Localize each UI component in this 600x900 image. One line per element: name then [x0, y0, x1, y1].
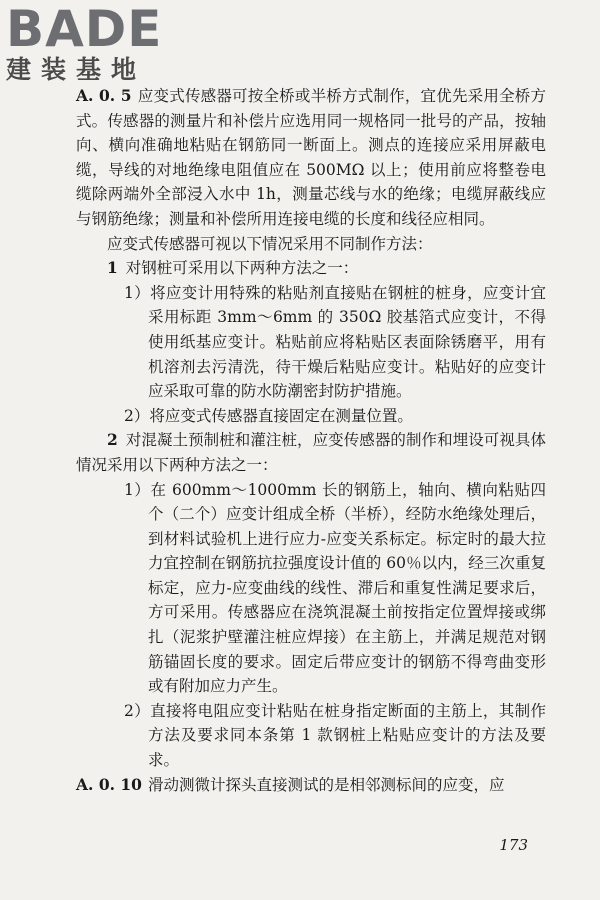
item-text: 对钢桩可采用以下两种方法之一：	[125, 259, 359, 278]
item-1-sub-1	[76, 281, 546, 404]
sub-item-text: 在 600mm～1000mm 长的钢筋上，轴向、横向粘贴四个（二个）应变计组成全桥（半桥），经防水绝缘处理后，到材料试验机上进行应力-应变关系标定。标定时的最大拉力宜控制在钢筋抗拉强度设计值的 60％以内，经三次重复标定，应力-应变曲线的线性、滞后和重复性满足要求后，方可采用。传感器应在浇筑混凝土前按指定位置焊接或绑扎（泥浆护壁灌注桩应焊接）在主筋上，并满足规范对钢筋锚固长度的要求。固定后带应变计的钢筋不得弯曲变形或有附加应力产生。	[148, 480, 546, 696]
item-2-sub-1	[76, 478, 546, 699]
item-1-sub-2	[76, 404, 546, 429]
sub-item-number: 1）	[124, 283, 151, 302]
sub-item-text: 直接将电阻应变计粘贴在桩身指定断面的主筋上，其制作方法及要求同本条第 1 款钢桩上粘贴应变计的方法及要求。	[148, 701, 546, 770]
clause-number: A. 0. 10	[76, 774, 142, 794]
page-number: 173	[499, 836, 528, 854]
clause-a-0-10	[76, 773, 546, 798]
intro-paragraph: 应变式传感器可视以下情况采用不同制作方法：	[107, 234, 433, 253]
item-2-sub-2	[76, 699, 546, 773]
sub-item-text: 将应变计用特殊的粘贴剂直接贴在钢桩的桩身，应变计宜采用标距 3mm～6mm 的 350Ω 胶基箔式应变计，不得使用纸基应变计。粘贴前应将粘贴区表面除锈磨平，用有机溶剂去污清洗，待干燥后粘贴应变计。粘贴好的应变计应采取可靠的防水防潮密封防护措施。	[148, 283, 546, 401]
item-1	[76, 256, 546, 281]
clause-text: 应变式传感器可按全桥或半桥方式制作，宜优先采用全桥方式。传感器的测量片和补偿片应选用同一规格同一批号的产品，按轴向、横向准确地粘贴在钢筋同一断面上。测点的连接应采用屏蔽电缆，导线的对地绝缘电阻值应在 500MΩ 以上；使用前应将整卷电缆除两端外全部浸入水中 1h，测量芯线与水的绝缘；电缆屏蔽线应与钢筋绝缘；测量和补偿所用连接电缆的长度和线径应相同。	[76, 87, 546, 228]
item-number: 2	[107, 430, 118, 450]
sub-item-number: 2）	[124, 701, 151, 720]
item-text: 对混凝土预制桩和灌注桩，应变传感器的制作和埋设可视具体情况采用以下两种方法之一：	[76, 431, 546, 474]
site-logo	[6, 0, 163, 84]
page-body	[76, 84, 546, 797]
sub-item-text: 将应变式传感器直接固定在测量位置。	[149, 406, 413, 425]
clause-number: A. 0. 5	[76, 86, 132, 105]
logo-subtitle: 建装基地	[6, 55, 147, 84]
item-number: 1	[107, 258, 118, 278]
clause-a-0-5	[76, 84, 546, 232]
item-2	[76, 428, 546, 477]
logo-brand: BADE	[6, 0, 163, 58]
sub-item-number: 2）	[124, 406, 150, 425]
sub-item-number: 1）	[124, 480, 151, 499]
clause-text: 滑动测微计探头直接测试的是相邻测标间的应变，应	[147, 775, 505, 794]
